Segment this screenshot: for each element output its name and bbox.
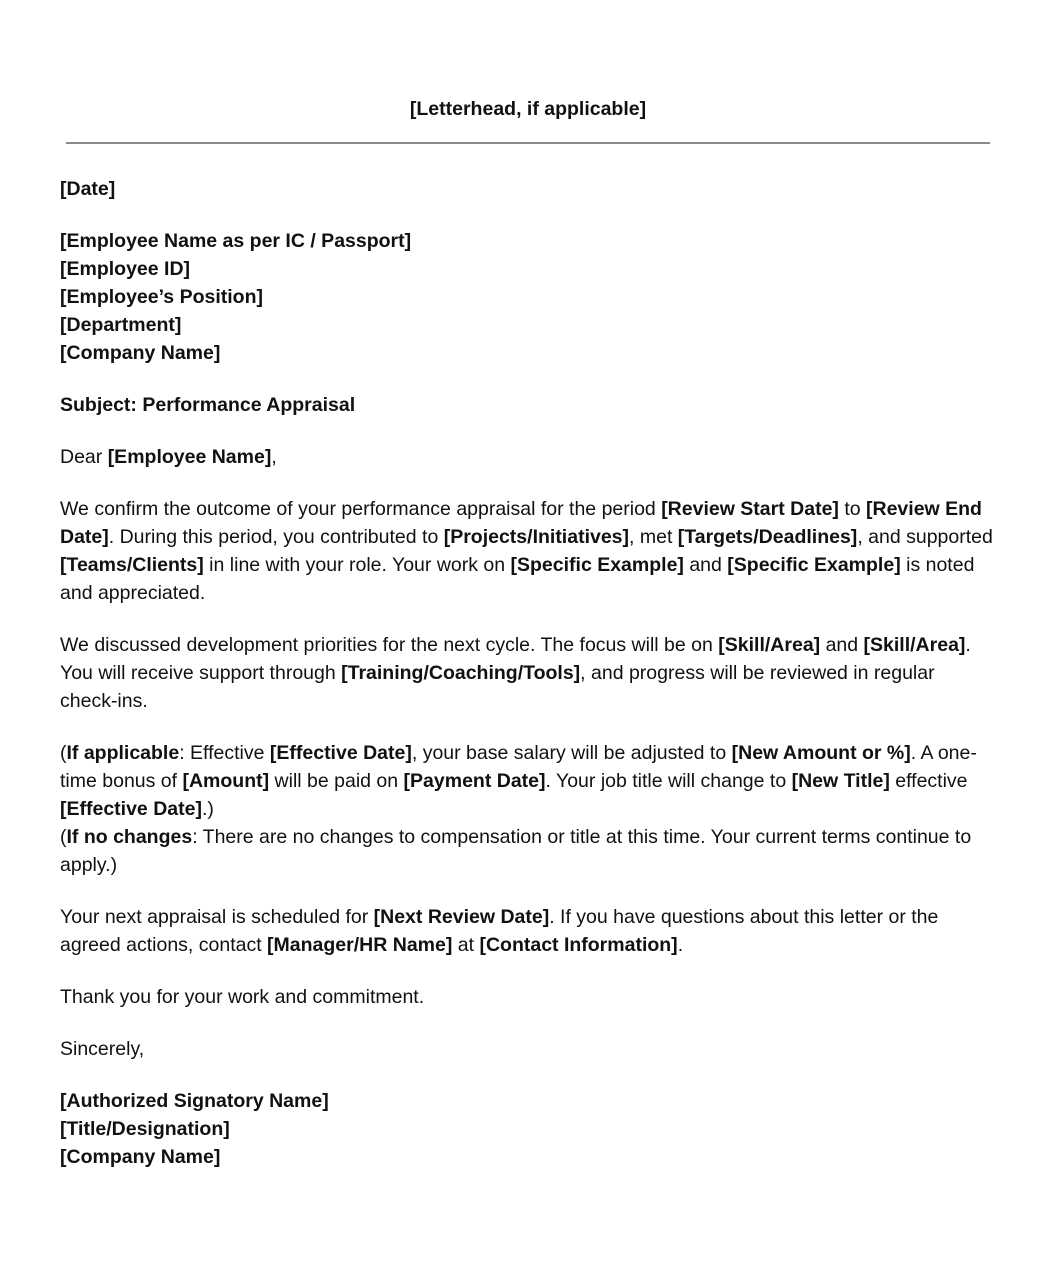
text-run: and bbox=[683, 554, 728, 576]
placeholder-field: [Review End Date] bbox=[60, 498, 982, 548]
placeholder-field: If no changes bbox=[66, 826, 193, 848]
recipient-position: [Employee’s Position] bbox=[60, 286, 263, 308]
letterhead: [Letterhead, if applicable] bbox=[409, 98, 647, 120]
placeholder-field: [Teams/Clients] bbox=[60, 554, 204, 576]
text-run: in line with your role. Your work on bbox=[203, 554, 511, 576]
text-run: , and supported bbox=[857, 526, 993, 548]
placeholder-field: [New Title] bbox=[791, 770, 890, 792]
paragraph-development bbox=[60, 631, 995, 715]
text-run: We confirm the outcome of your performance appraisal for the period bbox=[60, 498, 662, 520]
placeholder-field: [Amount] bbox=[182, 770, 270, 792]
signature-block bbox=[60, 1087, 995, 1171]
placeholder-field: [Training/Coaching/Tools] bbox=[341, 662, 581, 684]
placeholder-field: [Next Review Date] bbox=[373, 906, 550, 928]
text-run: . If you have questions about this letter or the agreed actions, contact bbox=[60, 906, 939, 956]
text-run: at bbox=[452, 934, 480, 956]
greeting bbox=[60, 443, 995, 471]
placeholder-field: [Review Start Date] bbox=[661, 498, 839, 520]
placeholder-field: [Specific Example] bbox=[727, 554, 901, 576]
placeholder-field: If applicable bbox=[66, 742, 180, 764]
subject-line: Subject: Performance Appraisal bbox=[60, 394, 356, 416]
text-run: . Your job title will change to bbox=[545, 770, 792, 792]
placeholder-field: [Contact Information] bbox=[479, 934, 678, 956]
text-run: is noted and appreciated. bbox=[60, 554, 975, 604]
placeholder-field: [Skill/Area] bbox=[718, 634, 821, 656]
text-run: Thank you for your work and commitment. bbox=[60, 986, 425, 1008]
paragraph-thanks bbox=[60, 983, 995, 1011]
placeholder-field: [New Amount or %] bbox=[731, 742, 911, 764]
date-block bbox=[60, 175, 995, 203]
date-placeholder: [Date] bbox=[60, 178, 116, 200]
recipient-employee-id: [Employee ID] bbox=[60, 258, 191, 280]
placeholder-field: [Targets/Deadlines] bbox=[677, 526, 858, 548]
text-run: . bbox=[677, 934, 684, 956]
text-run: will be paid on bbox=[269, 770, 404, 792]
placeholder-field: [Effective Date] bbox=[269, 742, 412, 764]
closing: Sincerely, bbox=[60, 1038, 145, 1060]
text-run: Your next appraisal is scheduled for bbox=[60, 906, 374, 928]
text-run: We discussed development priorities for the next cycle. The focus will be on bbox=[60, 634, 719, 656]
text-run: , and progress will be reviewed in regular check-ins. bbox=[60, 662, 935, 712]
text-run: : Effective bbox=[179, 742, 270, 764]
placeholder-field: [Skill/Area] bbox=[863, 634, 966, 656]
text-run: to bbox=[838, 498, 867, 520]
paragraph-if-applicable bbox=[60, 739, 995, 823]
recipient-company: [Company Name] bbox=[60, 342, 221, 364]
text-run: , bbox=[271, 446, 277, 468]
letterhead-divider bbox=[66, 142, 990, 144]
text-run: : There are no changes to compensation or title at this time. Your current terms continue to apply.) bbox=[60, 826, 972, 876]
recipient-name: [Employee Name as per IC / Passport] bbox=[60, 230, 412, 252]
subject-block bbox=[60, 391, 995, 419]
paragraph-next-review bbox=[60, 903, 995, 959]
text-run: . A one-time bonus of bbox=[60, 742, 977, 792]
paragraph-outcome bbox=[60, 495, 995, 607]
body-paragraphs bbox=[60, 495, 995, 1011]
text-run: . You will receive support through bbox=[60, 634, 971, 684]
text-run: , your base salary will be adjusted to bbox=[411, 742, 732, 764]
placeholder-field: [Employee Name] bbox=[107, 446, 272, 468]
text-run: ( bbox=[60, 826, 67, 848]
text-run: effective bbox=[889, 770, 968, 792]
paragraph-if-no-changes bbox=[60, 823, 995, 879]
signatory-name: [Authorized Signatory Name] bbox=[60, 1090, 329, 1112]
text-run: , met bbox=[629, 526, 678, 548]
recipient-department: [Department] bbox=[60, 314, 182, 336]
recipient-block bbox=[60, 227, 995, 367]
placeholder-field: [Effective Date] bbox=[60, 798, 202, 820]
text-run: .) bbox=[201, 798, 214, 820]
text-run: ( bbox=[60, 742, 67, 764]
letter-body bbox=[60, 175, 995, 1195]
signatory-company: [Company Name] bbox=[60, 1146, 221, 1168]
text-run: Dear bbox=[60, 446, 108, 468]
text-run: and bbox=[820, 634, 864, 656]
text-run: . During this period, you contributed to bbox=[108, 526, 444, 548]
placeholder-field: [Projects/Initiatives] bbox=[443, 526, 630, 548]
placeholder-field: [Specific Example] bbox=[510, 554, 684, 576]
placeholder-field: [Manager/HR Name] bbox=[267, 934, 453, 956]
signatory-title: [Title/Designation] bbox=[60, 1118, 230, 1140]
placeholder-field: [Payment Date] bbox=[403, 770, 546, 792]
